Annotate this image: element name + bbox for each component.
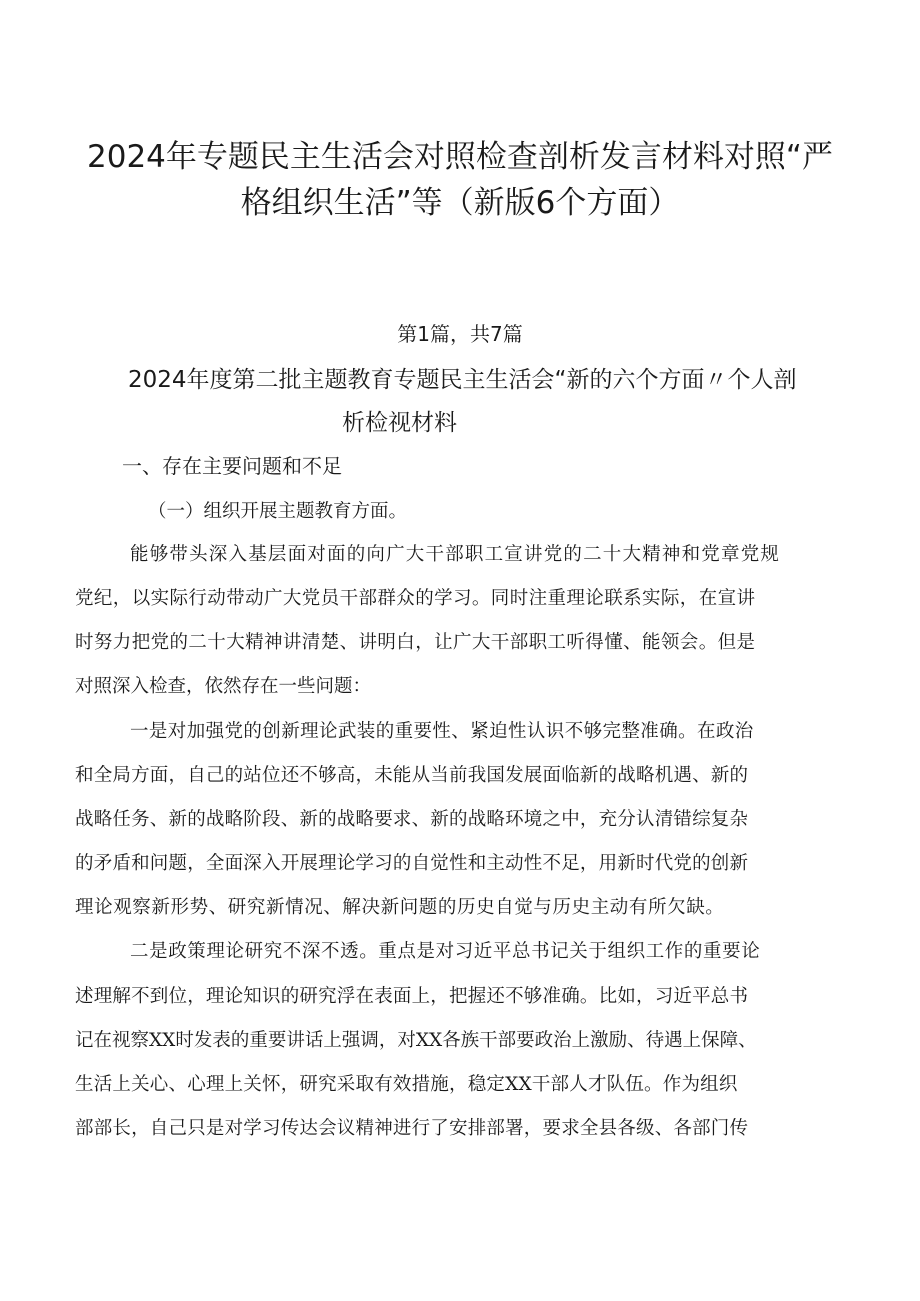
document-title-line-1: 2024年专题民主生活会对照检查剖析发言材料对照“严 xyxy=(87,139,833,175)
document-title-line-2: 格组织生活”等（新版6个方面） xyxy=(240,185,680,221)
part-label: 第1篇，共7篇 xyxy=(397,322,523,346)
subtitle-line-2: 析检视材料 xyxy=(342,410,457,436)
paragraph-line: 时努力把党的二十大精神讲清楚、讲明白，让广大干部职工听得懂、能领会。但是 xyxy=(75,632,756,653)
subtitle-line-1: 2024年度第二批主题教育专题民主生活会“新的六个方面〃个人剖 xyxy=(128,367,797,393)
paragraph-line: 的矛盾和问题，全面深入开展理论学习的自觉性和主动性不足，用新时代党的创新 xyxy=(75,853,749,874)
paragraph-line: 记在视察XX时发表的重要讲话上强调，对XX各族干部要政治上激励、待遇上保障、 xyxy=(75,1030,757,1051)
paragraph-line: 对照深入检查，依然存在一些问题： xyxy=(75,676,372,697)
paragraph-line: 能够带头深入基层面对面的向广大干部职工宣讲党的二十大精神和党章党规 xyxy=(130,544,781,565)
paragraph-line: 生活上关心、心理上关怀，研究采取有效措施，稳定XX干部人才队伍。作为组织 xyxy=(75,1074,738,1095)
paragraph-line: 党纪，以实际行动带动广大党员干部群众的学习。同时注重理论联系实际，在宣讲 xyxy=(75,588,756,609)
paragraph-line: 和全局方面，自己的站位还不够高，未能从当前我国发展面临新的战略机遇、新的 xyxy=(75,765,749,786)
paragraph-line: 战略任务、新的战略阶段、新的战略要求、新的战略环境之中，充分认清错综复杂 xyxy=(75,809,749,830)
paragraph-line: 述理解不到位，理论知识的研究浮在表面上，把握还不够准确。比如，习近平总书 xyxy=(75,986,749,1007)
section-heading: 一、存在主要问题和不足 xyxy=(122,454,342,478)
paragraph-line: 理论观察新形势、研究新情况、解决新问题的历史自觉与历史主动有所欠缺。 xyxy=(75,897,725,918)
subsection-heading: （一）组织开展主题教育方面。 xyxy=(148,501,408,522)
paragraph-line: 部部长，自己只是对学习传达会议精神进行了安排部署，要求全县各级、各部门传 xyxy=(75,1118,749,1139)
paragraph-line: 一是对加强党的创新理论武装的重要性、紧迫性认识不够完整准确。在政治 xyxy=(130,721,754,742)
paragraph-line: 二是政策理论研究不深不透。重点是对习近平总书记关于组织工作的重要论 xyxy=(130,941,761,962)
